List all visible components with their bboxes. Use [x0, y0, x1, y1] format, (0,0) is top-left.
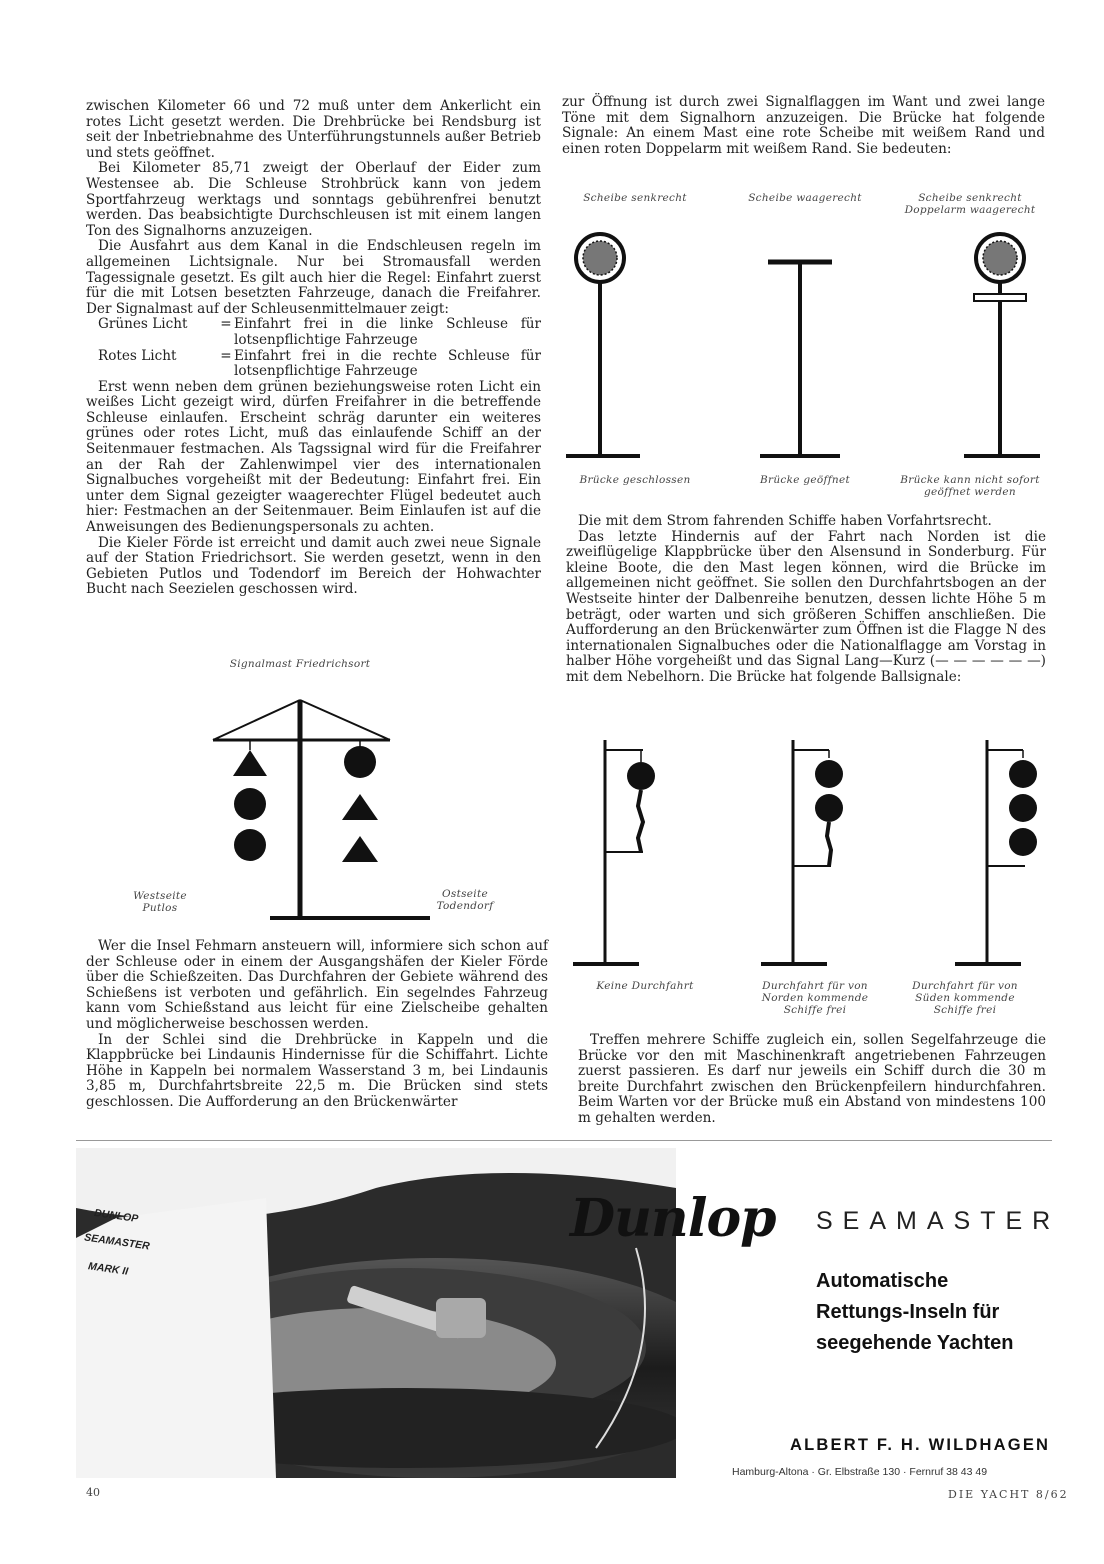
paragraph: Die mit dem Strom fahrenden Schiffe haben Vorfahrtsrecht.	[578, 513, 992, 529]
fig1-bottom-label-line: geöffnet werden	[924, 486, 1016, 498]
raft-marking-line: SEAMASTER	[83, 1231, 151, 1253]
slogan-line: seegehende Yachten	[816, 1332, 1014, 1354]
east-label-line: Ostseite	[441, 888, 488, 900]
fig1-top-label: Scheibe waagerecht	[748, 192, 862, 204]
fig2-label-line: Durchfahrt für von	[762, 980, 868, 992]
ad-slogan	[816, 1266, 1014, 1359]
fig2-label-line: Norden kommende	[761, 992, 869, 1004]
west-label-line: Westseite	[133, 890, 187, 902]
slogan-line: Automatische	[816, 1270, 949, 1292]
ball-mast-no-passage	[573, 740, 655, 964]
light-signal-definitions	[86, 317, 541, 379]
east-triangle-shape	[342, 836, 378, 862]
paragraph: In der Schlei sind die Drehbrücke in Kappeln und die Klappbrücke bei Lindaunis Hindernisse für die Schiffahrt. Lichte Höhe in Kappeln bei normalem Wasserstand 3 m, bei Lindaunis 3,85 m, Durchfahrtsbreite 22,5 m. Die Brücken sind stets geschlossen. Die Aufforderung an den Brückenwärter	[86, 1031, 548, 1110]
paragraph: zur Öffnung ist durch zwei Signalflaggen im Want und zwei lange Töne mit dem Signalhorn anzuzeigen. Die Brücke hat folgende Signale: An einem Mast eine rote Scheibe mit weißem Rand und einen roten Doppelarm mit weißem Rand. Sie bedeuten:	[562, 94, 1045, 157]
right-column-text-top	[562, 95, 1045, 157]
dunlop-logo: Dunlop	[570, 1188, 776, 1249]
paragraph: Die Ausfahrt aus dem Kanal in die Endschleusen regeln im allgemeinen Lichtsignale. Nur bei Stromausfall werden Tagessignale gesetzt. Es gilt auch hier die Regel: Einfahrt zuerst für die mit Lotsen besetzten Fahrzeuge, danach die Freifahrer. Der Signalmast auf der Schleusenmittelmauer zeigt:	[86, 238, 541, 317]
disc-mast-delayed	[964, 234, 1040, 456]
fig1-top-label	[890, 192, 1050, 216]
fig1-bottom-label	[890, 474, 1050, 498]
ball-mast-south-free	[955, 740, 1037, 964]
paragraph: Die Kieler Förde ist erreicht und damit auch zwei neue Signale auf der Station Friedrichsort. Sie werden gesetzt, wenn in den Gebieten Putlos und Todendorf im Bereich der Hohwachter Bucht nach Seezielen geschossen wird.	[86, 534, 541, 598]
definition-term: Grünes Licht	[98, 316, 188, 333]
fig2-label-line: Schiffe frei	[783, 1004, 847, 1016]
west-label	[110, 890, 210, 914]
brand-product-line: SEAMASTER	[816, 1207, 1061, 1235]
paragraph: Bei Kilometer 85,71 zweigt der Oberlauf der Eider zum Westensee ab. Die Schleuse Strohbrück kann von jedem Sportfahrzeug werktags und sonntags gebührenfrei benutzt werden. Das beabsichtigte Durchschleusen ist mit einem langen Ton des Signalhorns anzuzeigen.	[86, 160, 541, 239]
fig1-top-label: Scheibe senkrecht	[583, 192, 687, 204]
magazine-issue: DIE YACHT 8/62	[948, 1488, 1069, 1501]
fig1-bottom-label-line: Brücke kann nicht sofort	[900, 474, 1040, 486]
east-label	[415, 888, 515, 912]
raft-marking-line: DUNLOP	[93, 1206, 139, 1226]
fig1-bottom-label: Brücke geschlossen	[579, 474, 691, 486]
slogan-line: Rettungs-Inseln für	[816, 1301, 1000, 1323]
signal-mast-figure	[205, 680, 525, 920]
definition-row	[86, 317, 541, 348]
fig2-label	[575, 980, 715, 992]
definition-text: Einfahrt frei in die rechte Schleuse für lotsenpflichtige Fahrzeuge	[234, 347, 541, 380]
fig2-label-line: Süden kommende	[915, 992, 1015, 1004]
company-name: ALBERT F. H. WILDHAGEN	[790, 1436, 1051, 1454]
fig2-label-line: Durchfahrt für von	[912, 980, 1018, 992]
west-triangle-shape	[233, 750, 267, 776]
west-ball-shape	[234, 829, 266, 861]
ball-signals-figure	[565, 736, 1045, 976]
right-column-text-middle	[566, 514, 1046, 686]
paragraph: Wer die Insel Fehmarn ansteuern will, informiere sich schon auf der Schleuse oder in einem der Ausgangshäfen der Kieler Förde über die Schießzeiten. Das Durchfahren der Gebiete während des Schießens ist verboten und gefährlich. Ein segelndes Fahrzeug kann vom Schießstand aus leicht für eine Zielscheibe gehalten und möglicherweise beschossen werden.	[86, 938, 548, 1032]
fig2-label	[740, 980, 890, 1016]
ball-mast-north-free	[761, 740, 843, 964]
page-number: 40	[86, 1486, 100, 1499]
definition-text: Einfahrt frei in die linke Schleuse für lotsenpflichtige Fahrzeuge	[234, 316, 541, 348]
paragraph: zwischen Kilometer 66 und 72 muß unter dem Ankerlicht ein rotes Licht gesetzt werden. Die Drehbrücke bei Rendsburg ist seit der Inbetriebnahme des Unterführungstunnels außer Betrieb und stets geöffnet.	[86, 98, 541, 161]
paragraph: Treffen mehrere Schiffe zugleich ein, sollen Segelfahrzeuge die Brücke vor den mit Maschinenkraft angetriebenen Fahrzeugen zuerst passieren. Es darf nur jeweils ein Schiff durch die 30 m breite Durchfahrt zwischen den Brückenpfeilern hindurchfahren. Beim Warten vor der Brücke muß ein Abstand von mindestens 100 m gehalten werden.	[578, 1032, 1046, 1126]
left-column-text-bottom	[86, 939, 548, 1111]
definition-row	[86, 349, 541, 380]
disc-mast-open	[760, 262, 840, 456]
east-label-line: Todendorf	[436, 900, 494, 912]
west-ball-shape	[234, 788, 266, 820]
paragraph: Das letzte Hindernis auf der Fahrt nach Norden ist die zweiflügelige Klappbrücke über den Alsensund in Sonderburg. Für kleine Boote, die den Mast legen können, wird die Brücke im allgemeinen nicht geöffnet. Sie sollen den Durchfahrtsbogen an der Westseite hinter der Dalbenreihe benutzen, dessen lichte Höhe 5 m beträgt, oder warten und sich größeren Schiffen anschließen. Die Aufforderung an den Brückenwärter zum Öffnen ist die Flagge N des internationalen Signalbuches oder die Nationalflagge am Vorstag in halber Höhe vorgeheißt und das Signal Lang—Kurz (— — — — — —) mit dem Nebelhorn. Die Brücke hat folgende Ballsignale:	[566, 528, 1046, 685]
fig1-bottom-label: Brücke geöffnet	[759, 474, 851, 486]
bridge-disc-signals-figure	[560, 222, 1050, 462]
paragraph: Erst wenn neben dem grünen beziehungsweise roten Licht ein weißes Licht gezeigt wird, dürfen Freifahrer in die betreffende Schleuse einlaufen. Erscheint schräg darunter ein weiteres grünes oder rotes Licht, muß das einlaufende Schiff an der Seitenmauer festmachen. Als Tagssignal wird für die Freifahrer an der Rah der Zahlenwimpel vier des internationalen Signalbuches vorgeheißt mit der Bedeutung: Einfahrt frei. Ein unter dem Signal gezeigter waagerechter Flügel bedeutet auch hier: Festmachen an der Seitenmauer. Beim Einlaufen ist auf die Anweisungen des Bedienungspersonals zu achten.	[86, 378, 541, 536]
disc-mast-closed	[566, 234, 640, 456]
fig1-top-label-line: Scheibe senkrecht	[918, 192, 1022, 204]
right-column-text-bottom	[578, 1033, 1046, 1127]
ad-divider	[76, 1140, 1052, 1141]
fig1-top-label-line: Doppelarm waagerecht	[904, 204, 1036, 216]
east-ball-shape	[344, 746, 376, 778]
mast-caption: Signalmast Friedrichsort	[229, 658, 371, 670]
definition-equals: =	[220, 316, 232, 333]
left-column-text-top	[86, 99, 541, 598]
definition-equals: =	[220, 347, 232, 364]
west-label-line: Putlos	[142, 902, 178, 914]
fig2-label-line: Schiffe frei	[933, 1004, 997, 1016]
fig2-label-line: Keine Durchfahrt	[596, 980, 694, 992]
east-triangle-shape	[342, 794, 378, 820]
company-address: Hamburg-Altona · Gr. Elbstraße 130 · Fernruf 38 43 49	[732, 1466, 988, 1478]
fig2-label	[890, 980, 1040, 1016]
raft-marking-line: MARK II	[87, 1260, 129, 1278]
definition-term: Rotes Licht	[98, 347, 177, 364]
